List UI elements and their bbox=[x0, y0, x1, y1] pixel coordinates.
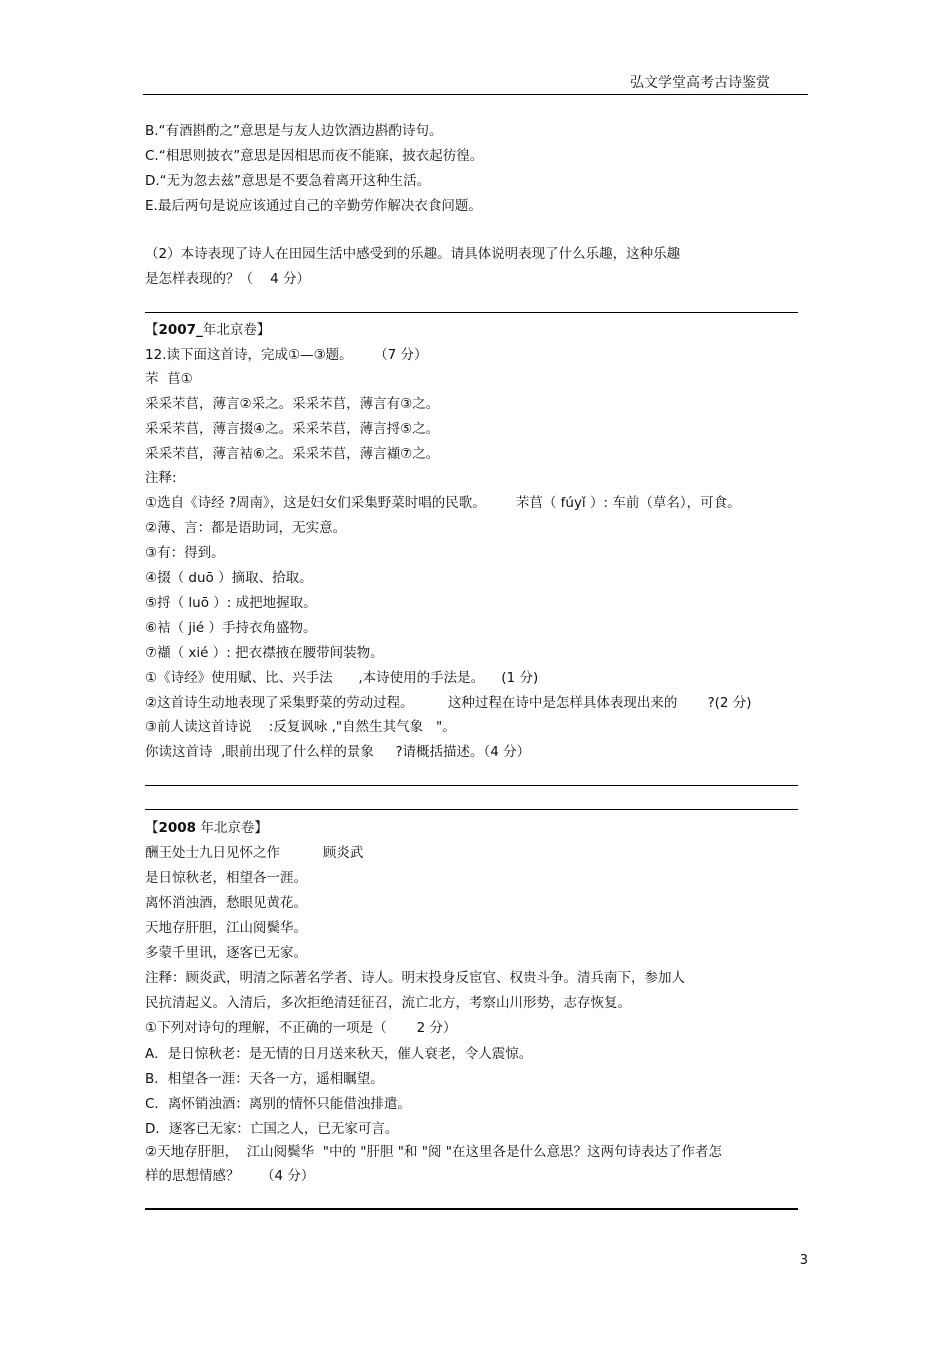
answer-rule bbox=[145, 785, 798, 786]
poem-title-line: 酬王处士九日见怀之作 顾炎武 bbox=[145, 845, 364, 861]
question-2-line-1: ②天地存肝胆， 江山阅鬓华 "中的 "肝胆 "和 "阅 "在这里各是什么意思？这两句诗表达了作者怎 bbox=[145, 1144, 722, 1160]
note-line: ④掇（ duō ）摘取、拾取。 bbox=[145, 570, 313, 586]
question-line: ③前人读这首诗说 :反复讽咏 ,"自然生其气象 "。 bbox=[145, 719, 456, 735]
header-divider bbox=[143, 94, 808, 95]
poem-line: 离怀消浊酒，愁眼见黄花。 bbox=[145, 895, 307, 911]
option-e: E.最后两句是说应该通过自己的辛勤劳作解决衣食问题。 bbox=[145, 198, 482, 214]
heading-rest: 年北京卷】 bbox=[202, 322, 271, 338]
section-2007-heading bbox=[145, 321, 270, 339]
page-header-title: 弘文学堂高考古诗鉴赏 bbox=[630, 75, 770, 91]
note-line: 注释：顾炎武，明清之际著名学者、诗人。明末投身反宦官、权贵斗争。清兵南下，参加人 bbox=[145, 970, 685, 986]
heading-year: 2008 bbox=[158, 820, 197, 836]
poem-line: 采采芣苢，薄言袺⑥之。采采芣苢，薄言襭⑦之。 bbox=[145, 446, 440, 462]
heading-year: 2007_ bbox=[158, 322, 203, 338]
poem-line: 是日惊秋老，相望各一涯。 bbox=[145, 870, 307, 886]
page-number: 3 bbox=[799, 1253, 808, 1268]
question-2-line-1: （2）本诗表现了诗人在田园生活中感受到的乐趣。请具体说明表现了什么乐趣，这种乐趣 bbox=[145, 246, 681, 262]
poem-line: 多蒙千里讯，逐客已无家。 bbox=[145, 945, 307, 961]
question-line: ②这首诗生动地表现了采集野菜的劳动过程。 这种过程在诗中是怎样具体表现出来的 ?(2 分) bbox=[145, 695, 752, 711]
note-line: ②薄、言：都是语助词，无实意。 bbox=[145, 520, 347, 536]
answer-rule bbox=[145, 1208, 798, 1210]
poem-line: 天地存肝胆，江山阅鬓华。 bbox=[145, 920, 307, 936]
heading-rest: 年北京卷】 bbox=[196, 820, 268, 836]
question-2-line-2: 是怎样表现的？（ 4 分） bbox=[145, 271, 311, 287]
option-d: D.“无为忽去兹”意思是不要急着离开这种生活。 bbox=[145, 173, 431, 189]
note-line: 民抗清起义。入清后，多次拒绝清廷征召，流亡北方，考察山川形势，志存恢复。 bbox=[145, 995, 631, 1011]
question-12: 12.读下面这首诗，完成①—③题。 （7 分） bbox=[145, 347, 428, 363]
poem-line: 采采芣苢，薄言掇④之。采采芣苢，薄言捋⑤之。 bbox=[145, 421, 440, 437]
note-line: ①选自《诗经 ?周南》，这是妇女们采集野菜时唱的民歌。 芣苢（ fúyǐ ）: 车前（草名），可食。 bbox=[145, 495, 741, 511]
note-line: ⑤捋（ luō ）: 成把地握取。 bbox=[145, 595, 317, 611]
option-line: A．是日惊秋老：是无情的日月送来秋天，催人衰老，令人震惊。 bbox=[145, 1046, 533, 1062]
answer-rule bbox=[145, 312, 798, 313]
option-line: D．逐客已无家：亡国之人，已无家可言。 bbox=[145, 1121, 399, 1137]
option-b: B.“有酒斟酌之”意思是与友人边饮酒边斟酌诗句。 bbox=[145, 123, 443, 139]
note-line: ⑥袺（ jié ）手持衣角盛物。 bbox=[145, 620, 317, 636]
question-line: 你读这首诗 ,眼前出现了什么样的景象 ?请概括描述。（4 分） bbox=[145, 744, 531, 760]
notes-label: 注释: bbox=[145, 470, 177, 486]
question-1: ①下列对诗句的理解，不正确的一项是（ 2 分） bbox=[145, 1020, 457, 1036]
option-line: B．相望各一涯：天各一方，遥相瞩望。 bbox=[145, 1071, 384, 1087]
answer-rule bbox=[145, 809, 798, 810]
poem-title: 芣 苢① bbox=[145, 371, 193, 387]
option-line: C．离怀销浊酒：离别的情怀只能借浊排遣。 bbox=[145, 1096, 411, 1112]
note-line: ③有：得到。 bbox=[145, 545, 225, 561]
question-2-line-2: 样的思想情感？ （4 分） bbox=[145, 1168, 315, 1184]
question-line: ①《诗经》使用赋、比、兴手法 ,本诗使用的手法是。 (1 分) bbox=[145, 670, 539, 686]
section-2008-heading bbox=[145, 819, 268, 837]
note-line: ⑦襭（ xié ）: 把衣襟掖在腰带间装物。 bbox=[145, 645, 384, 661]
heading-bracket: 【 bbox=[145, 322, 159, 338]
heading-bracket: 【 bbox=[145, 820, 159, 836]
option-c: C.“相思则披衣”意思是因相思而夜不能寐，披衣起彷徨。 bbox=[145, 148, 484, 164]
poem-line: 采采芣苢，薄言②采之。采采芣苢，薄言有③之。 bbox=[145, 396, 440, 412]
